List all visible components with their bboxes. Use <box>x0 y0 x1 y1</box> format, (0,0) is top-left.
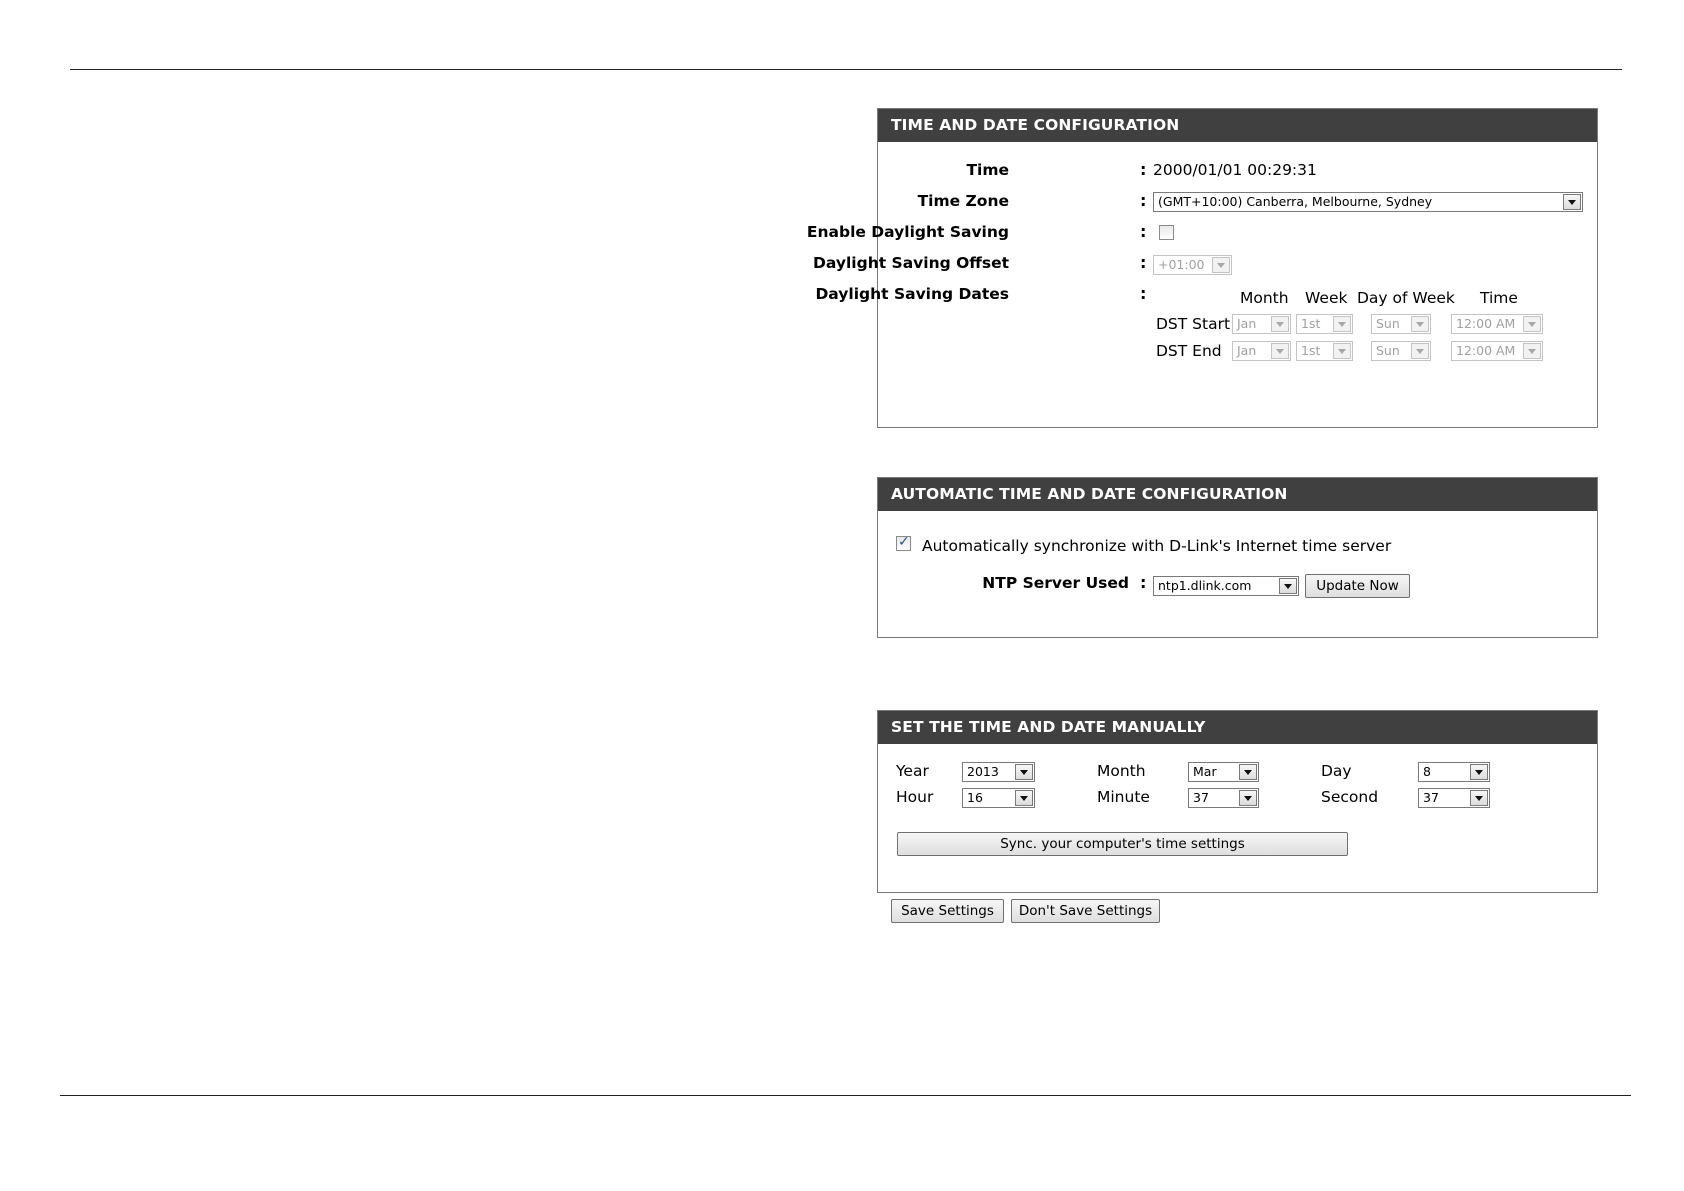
chevron-down-icon <box>1239 764 1257 780</box>
dst-start-month-select[interactable] <box>1232 314 1291 334</box>
timezone-label: Time Zone <box>917 192 1009 210</box>
select-value: 37 <box>1423 790 1439 805</box>
chevron-down-icon <box>1015 790 1033 806</box>
offset-select-value: +01:00 <box>1158 257 1205 272</box>
chevron-down-icon <box>1271 343 1289 359</box>
dst-end-dow-select[interactable] <box>1371 341 1431 361</box>
chevron-down-icon <box>1279 578 1297 594</box>
col-dow-header: Day of Week <box>1357 289 1455 307</box>
dst-end-week-select[interactable] <box>1296 341 1353 361</box>
daylight-saving-label: Enable Daylight Saving <box>806 223 1009 241</box>
select-value: Sun <box>1376 343 1400 358</box>
col-month-header: Month <box>1240 289 1289 307</box>
chevron-down-icon <box>1271 316 1289 332</box>
chevron-down-icon <box>1563 194 1581 210</box>
chevron-down-icon <box>1333 316 1351 332</box>
minute-label: Minute <box>1097 788 1150 806</box>
chevron-down-icon <box>1015 764 1033 780</box>
month-label: Month <box>1097 762 1146 780</box>
dst-start-week-select[interactable] <box>1296 314 1353 334</box>
dst-start-label: DST Start <box>1156 315 1231 333</box>
save-settings-button[interactable]: Save Settings <box>891 899 1004 923</box>
dst-end-label: DST End <box>1156 342 1222 360</box>
chevron-down-icon <box>1470 790 1488 806</box>
col-time-header: Time <box>1480 289 1518 307</box>
year-label: Year <box>896 762 929 780</box>
col-week-header: Week <box>1305 289 1348 307</box>
sync-computer-time-button[interactable]: Sync. your computer's time settings <box>897 832 1348 856</box>
dont-save-settings-button[interactable]: Don't Save Settings <box>1011 899 1160 923</box>
colon: : <box>1140 573 1147 592</box>
second-select[interactable] <box>1418 788 1490 808</box>
timezone-select[interactable] <box>1153 192 1583 212</box>
chevron-down-icon <box>1523 316 1541 332</box>
select-value: 37 <box>1193 790 1209 805</box>
chevron-down-icon <box>1470 764 1488 780</box>
select-value: 16 <box>967 790 983 805</box>
panel-title: SET THE TIME AND DATE MANUALLY <box>878 711 1597 744</box>
bottom-divider <box>60 1095 1631 1096</box>
select-value: Jan <box>1237 316 1257 331</box>
time-label: Time <box>966 161 1009 179</box>
colon: : <box>1140 253 1147 272</box>
select-value: 1st <box>1301 316 1321 331</box>
dates-label: Daylight Saving Dates <box>815 285 1009 303</box>
update-now-button[interactable]: Update Now <box>1305 574 1410 598</box>
ntp-label: NTP Server Used <box>982 574 1129 592</box>
select-value: Mar <box>1193 764 1217 779</box>
year-select[interactable] <box>962 762 1035 782</box>
chevron-down-icon <box>1239 790 1257 806</box>
chevron-down-icon <box>1411 316 1429 332</box>
dst-end-time-select[interactable] <box>1451 341 1543 361</box>
hour-label: Hour <box>896 788 934 806</box>
colon: : <box>1140 222 1147 241</box>
select-value: Jan <box>1237 343 1257 358</box>
top-divider <box>70 69 1622 70</box>
select-value: 12:00 AM <box>1456 316 1516 331</box>
daylight-saving-checkbox[interactable] <box>1159 225 1174 240</box>
select-value: 8 <box>1423 764 1431 779</box>
dst-start-time-select[interactable] <box>1451 314 1543 334</box>
select-value: 12:00 AM <box>1456 343 1516 358</box>
minute-select[interactable] <box>1188 788 1259 808</box>
ntp-server-select[interactable] <box>1153 576 1299 596</box>
timezone-select-value: (GMT+10:00) Canberra, Melbourne, Sydney <box>1158 194 1433 209</box>
second-label: Second <box>1321 788 1379 806</box>
dst-start-dow-select[interactable] <box>1371 314 1431 334</box>
chevron-down-icon <box>1212 257 1230 273</box>
day-label: Day <box>1321 762 1352 780</box>
select-value: Sun <box>1376 316 1400 331</box>
time-date-config-panel <box>806 108 1598 428</box>
colon: : <box>1140 160 1147 179</box>
offset-label: Daylight Saving Offset <box>813 254 1009 272</box>
chevron-down-icon <box>1333 343 1351 359</box>
offset-select[interactable] <box>1153 255 1232 275</box>
day-select[interactable] <box>1418 762 1490 782</box>
chevron-down-icon <box>1411 343 1429 359</box>
select-value: 2013 <box>967 764 999 779</box>
select-value: 1st <box>1301 343 1321 358</box>
chevron-down-icon <box>1523 343 1541 359</box>
colon: : <box>1140 191 1147 210</box>
colon: : <box>1140 284 1147 303</box>
auto-config-panel <box>877 477 1598 638</box>
dst-end-month-select[interactable] <box>1232 341 1291 361</box>
hour-select[interactable] <box>962 788 1035 808</box>
month-select[interactable] <box>1188 762 1259 782</box>
panel-title: AUTOMATIC TIME AND DATE CONFIGURATION <box>878 478 1597 511</box>
ntp-server-value: ntp1.dlink.com <box>1158 578 1252 593</box>
auto-sync-checkbox[interactable] <box>896 536 911 551</box>
manual-config-panel <box>877 710 1598 893</box>
panel-title: TIME AND DATE CONFIGURATION <box>878 109 1597 142</box>
current-time-value: 2000/01/01 00:29:31 <box>1153 161 1317 179</box>
auto-sync-label: Automatically synchronize with D-Link's Internet time server <box>922 537 1392 555</box>
